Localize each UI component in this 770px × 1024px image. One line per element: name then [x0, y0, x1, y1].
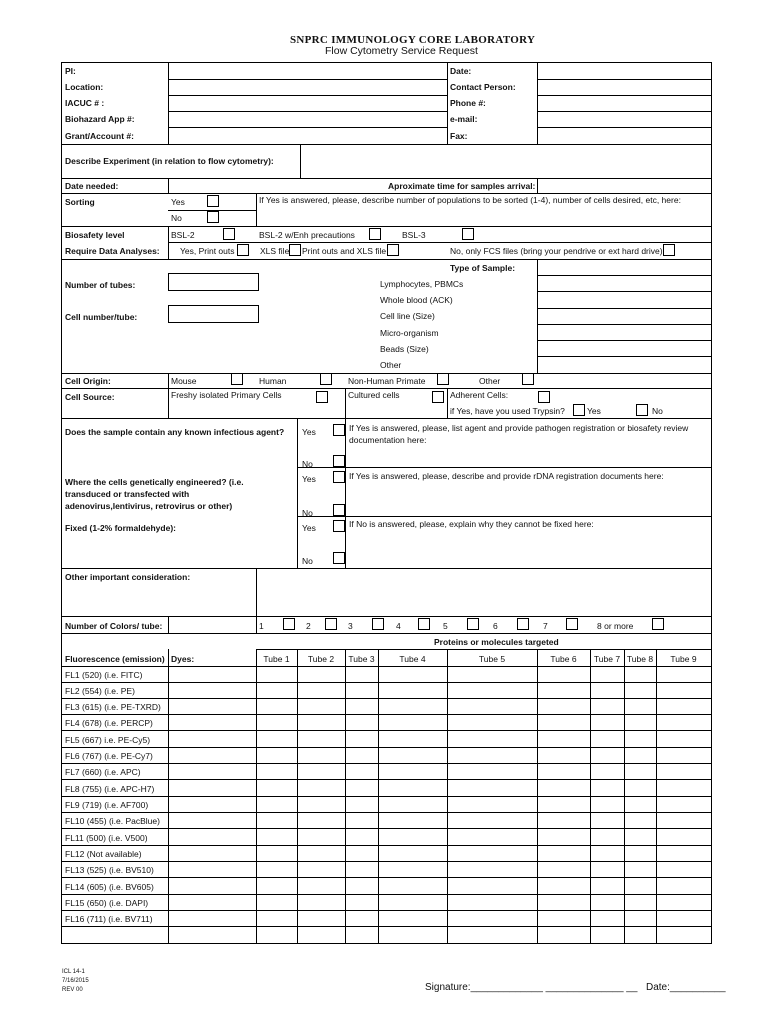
color-7-checkbox[interactable] — [566, 618, 578, 630]
page-subtitle: Flow Cytometry Service Request — [325, 45, 478, 57]
source-cultured-label: Cultured cells — [348, 390, 400, 400]
color-1-checkbox[interactable] — [283, 618, 295, 630]
page-title: SNPRC IMMUNOLOGY CORE LABORATORY — [290, 34, 536, 46]
arrival-label: Aproximate time for samples arrival: — [388, 181, 536, 191]
color-8plus-checkbox[interactable] — [652, 618, 664, 630]
fixed-yes-label: Yes — [302, 523, 316, 533]
source-cultured-checkbox[interactable] — [432, 391, 444, 403]
contact-field[interactable] — [538, 80, 711, 95]
sample-type-item: Lymphocytes, PBMCs — [380, 279, 464, 289]
origin-nhp-checkbox[interactable] — [437, 373, 449, 385]
infectious-question: Does the sample contain any known infectious agent? — [65, 427, 285, 437]
color-4-checkbox[interactable] — [418, 618, 430, 630]
fixed-yes-checkbox[interactable] — [333, 520, 345, 532]
fluorescence-row: FL8 (755) (i.e. APC-H7) — [65, 784, 155, 794]
color-option-label: 8 or more — [597, 621, 634, 631]
sorting-yes-checkbox[interactable] — [207, 195, 219, 207]
footer-date: 7/16/2015 — [62, 978, 89, 984]
analyses-printouts-label: Yes, Print outs — [180, 246, 235, 256]
color-option-label: 7 — [543, 621, 548, 631]
trypsin-yes-label: Yes — [587, 406, 601, 416]
analyses-xls-checkbox[interactable] — [289, 244, 301, 256]
fixed-question: Fixed (1-2% formaldehyde): — [65, 523, 176, 533]
proteins-header: Proteins or molecules targeted — [434, 637, 559, 647]
fluorescence-row: FL12 (Not available) — [65, 849, 142, 859]
fluorescence-row: FL6 (767) (i.e. PE-Cy7) — [65, 751, 153, 761]
infectious-no-label: No — [302, 459, 313, 469]
bsl3-label: BSL-3 — [402, 230, 426, 240]
tube-header: Tube 9 — [670, 654, 697, 664]
engineered-yes-label: Yes — [302, 474, 316, 484]
bsl2-enh-label: BSL-2 w/Enh precautions — [259, 230, 355, 240]
color-option-label: 3 — [348, 621, 353, 631]
location-label: Location: — [65, 82, 104, 92]
sample-type-item: Micro-organism — [380, 328, 439, 338]
fluorescence-row: FL11 (500) (i.e. V500) — [65, 833, 148, 843]
phone-field[interactable] — [538, 96, 711, 111]
contact-label: Contact Person: — [450, 82, 516, 92]
footer-code: ICL 14-1 — [62, 969, 85, 975]
sorting-note: If Yes is answered, please, describe number of populations to be sorted (1-4), number of cells desired, etc, here: — [259, 195, 681, 205]
analyses-xls-label: XLS file — [260, 246, 290, 256]
fluorescence-row: FL16 (711) (i.e. BV711) — [65, 914, 153, 924]
fixed-note: If No is answered, please, explain why they cannot be fixed here: — [349, 519, 594, 529]
date-needed-label: Date needed: — [65, 181, 119, 191]
fluorescence-row: FL5 (667) i.e. PE-Cy5) — [65, 735, 151, 745]
fluorescence-row: FL14 (605) (i.e. BV605) — [65, 882, 154, 892]
tube-header: Tube 8 — [626, 654, 654, 664]
tube-header: Tube 2 — [307, 654, 335, 664]
analyses-both-checkbox[interactable] — [387, 244, 399, 256]
tube-header: Tube 6 — [550, 654, 577, 664]
arrival-field[interactable] — [538, 179, 711, 192]
date-label: Date: — [450, 66, 472, 76]
sample-type-field-3[interactable] — [538, 309, 711, 323]
analyses-label: Require Data Analyses: — [65, 246, 160, 256]
color-2-checkbox[interactable] — [325, 618, 337, 630]
fixed-no-label: No — [302, 556, 313, 566]
engineered-question-1: Where the cells genetically engineered? (i.e. — [65, 477, 244, 487]
biohazard-field[interactable] — [169, 112, 446, 127]
trypsin-no-label: No — [652, 406, 663, 416]
tubes-label: Number of tubes: — [65, 280, 136, 290]
source-label: Cell Source: — [65, 392, 115, 402]
engineered-question-2: transduced or transfected with — [65, 489, 190, 499]
fixed-no-checkbox[interactable] — [333, 552, 345, 564]
biosafety-label: Biosafety level — [65, 230, 125, 240]
engineered-question-3: adenovirus,lentivirus, retrovirus or other) — [65, 501, 233, 511]
sample-type-item: Other — [380, 360, 402, 370]
footer-rev: REV 00 — [62, 987, 83, 993]
email-field[interactable] — [538, 112, 711, 127]
signature-field[interactable]: Signature:_____________ ______________ __ — [425, 982, 638, 993]
iacuc-label: IACUC # : — [65, 98, 105, 108]
infectious-note-2: documentation here: — [349, 435, 427, 445]
fax-label: Fax: — [450, 131, 468, 141]
infectious-yes-checkbox[interactable] — [333, 424, 345, 436]
sample-type-item: Cell line (Size) — [380, 311, 435, 321]
sample-type-field-1[interactable] — [538, 276, 711, 290]
location-field[interactable] — [169, 80, 446, 95]
sorting-no-label: No — [171, 213, 182, 223]
fluorescence-row: FL15 (650) (i.e. DAPI) — [65, 898, 149, 908]
analyses-printouts-checkbox[interactable] — [237, 244, 249, 256]
origin-human-label: Human — [259, 376, 287, 386]
email-label: e-mail: — [450, 114, 478, 124]
tube-header: Tube 3 — [348, 654, 375, 664]
color-option-label: 4 — [396, 621, 401, 631]
fluorescence-row: FL9 (719) (i.e. AF700) — [65, 800, 149, 810]
tube-header: Tube 1 — [263, 654, 290, 664]
biohazard-label: Biohazard App #: — [65, 114, 135, 124]
sample-type-field-5[interactable] — [538, 341, 711, 355]
infectious-yes-label: Yes — [302, 427, 316, 437]
sample-type-field-6[interactable] — [538, 357, 711, 372]
infectious-note-1: If Yes is answered, please, list agent and provide pathogen registration or biosafety review — [349, 423, 689, 433]
sample-type-item: Beads (Size) — [380, 344, 429, 354]
fluorescence-row: FL3 (615) (i.e. PE-TXRD) — [65, 702, 161, 712]
origin-mouse-label: Mouse — [171, 376, 197, 386]
tubes-input[interactable] — [168, 273, 259, 291]
source-trypsin-label: if Yes, have you used Trypsin? — [450, 406, 565, 416]
dyes-header: Dyes: — [171, 654, 195, 664]
color-option-label: 5 — [443, 621, 448, 631]
describe-label: Describe Experiment (in relation to flow cytometry): — [65, 156, 274, 166]
date-needed-field[interactable] — [169, 179, 369, 192]
pi-label: PI: — [65, 66, 76, 76]
fluorescence-row: FL1 (520) (i.e. FITC) — [65, 670, 143, 680]
colors-label: Number of Colors/ tube: — [65, 621, 163, 631]
origin-other-label: Other — [479, 376, 501, 386]
infectious-no-checkbox[interactable] — [333, 455, 345, 467]
fluorescence-row: FL7 (660) (i.e. APC) — [65, 767, 141, 777]
fax-field[interactable] — [538, 128, 711, 143]
source-primary-checkbox[interactable] — [316, 391, 328, 403]
engineered-yes-checkbox[interactable] — [333, 471, 345, 483]
bsl2-enh-checkbox[interactable] — [369, 228, 381, 240]
color-option-label: 1 — [259, 621, 264, 631]
grant-label: Grant/Account #: — [65, 131, 134, 141]
sorting-yes-label: Yes — [171, 197, 185, 207]
origin-mouse-checkbox[interactable] — [231, 373, 243, 385]
trypsin-yes-checkbox[interactable] — [573, 404, 585, 416]
grant-field[interactable] — [169, 128, 446, 143]
cellnum-input[interactable] — [168, 305, 259, 323]
source-adherent-checkbox[interactable] — [538, 391, 550, 403]
sorting-no-checkbox[interactable] — [207, 211, 219, 223]
color-3-checkbox[interactable] — [372, 618, 384, 630]
color-option-label: 2 — [306, 621, 311, 631]
describe-field[interactable] — [301, 145, 711, 177]
source-primary-label: Freshy isolated Primary Cells — [171, 390, 282, 400]
bsl2-checkbox[interactable] — [223, 228, 235, 240]
analyses-fcs-label: No, only FCS files (bring your pendrive or ext hard drive) — [450, 246, 663, 256]
tube-header: Tube 5 — [478, 654, 506, 664]
fluorescence-row: FL10 (455) (i.e. PacBlue) — [65, 816, 160, 826]
origin-label: Cell Origin: — [65, 376, 111, 386]
phone-label: Phone #: — [450, 98, 486, 108]
origin-human-checkbox[interactable] — [320, 373, 332, 385]
tube-header: Tube 7 — [593, 654, 621, 664]
other-consideration-field[interactable] — [257, 569, 711, 615]
pi-field[interactable] — [169, 63, 446, 78]
fluorescence-row: FL4 (678) (i.e. PERCP) — [65, 718, 153, 728]
color-5-checkbox[interactable] — [467, 618, 479, 630]
analyses-fcs-checkbox[interactable] — [663, 244, 675, 256]
color-option-label: 6 — [493, 621, 498, 631]
fluorescence-row: FL2 (554) (i.e. PE) — [65, 686, 135, 696]
bsl2-label: BSL-2 — [171, 230, 195, 240]
table-entry-area[interactable] — [169, 667, 711, 942]
bsl3-checkbox[interactable] — [462, 228, 474, 240]
fluorescence-header: Fluorescence (emission) — [65, 654, 165, 664]
signature-date-field[interactable]: Date:__________ — [646, 982, 726, 993]
source-adherent-label: Adherent Cells: — [450, 390, 509, 400]
engineered-no-checkbox[interactable] — [333, 504, 345, 516]
color-6-checkbox[interactable] — [517, 618, 529, 630]
origin-nhp-label: Non-Human Primate — [348, 376, 426, 386]
fluorescence-row: FL13 (525) (i.e. BV510) — [65, 865, 154, 875]
sorting-label: Sorting — [65, 197, 95, 207]
sample-type-header: Type of Sample: — [450, 263, 516, 273]
cellnum-label: Cell number/tube: — [65, 312, 138, 322]
analyses-both-label: Print outs and XLS file — [302, 246, 387, 256]
sample-type-field-2[interactable] — [538, 292, 711, 307]
trypsin-no-checkbox[interactable] — [636, 404, 648, 416]
other-consideration-label: Other important consideration: — [65, 572, 191, 582]
engineered-no-label: No — [302, 508, 313, 518]
tube-header: Tube 4 — [399, 654, 426, 664]
sample-type-field-4[interactable] — [538, 325, 711, 339]
origin-other-checkbox[interactable] — [522, 373, 534, 385]
iacuc-field[interactable] — [169, 96, 446, 111]
date-field[interactable] — [538, 63, 711, 78]
sample-type-item: Whole blood (ACK) — [380, 295, 453, 305]
engineered-note: If Yes is answered, please, describe and provide rDNA registration documents here: — [349, 471, 664, 481]
